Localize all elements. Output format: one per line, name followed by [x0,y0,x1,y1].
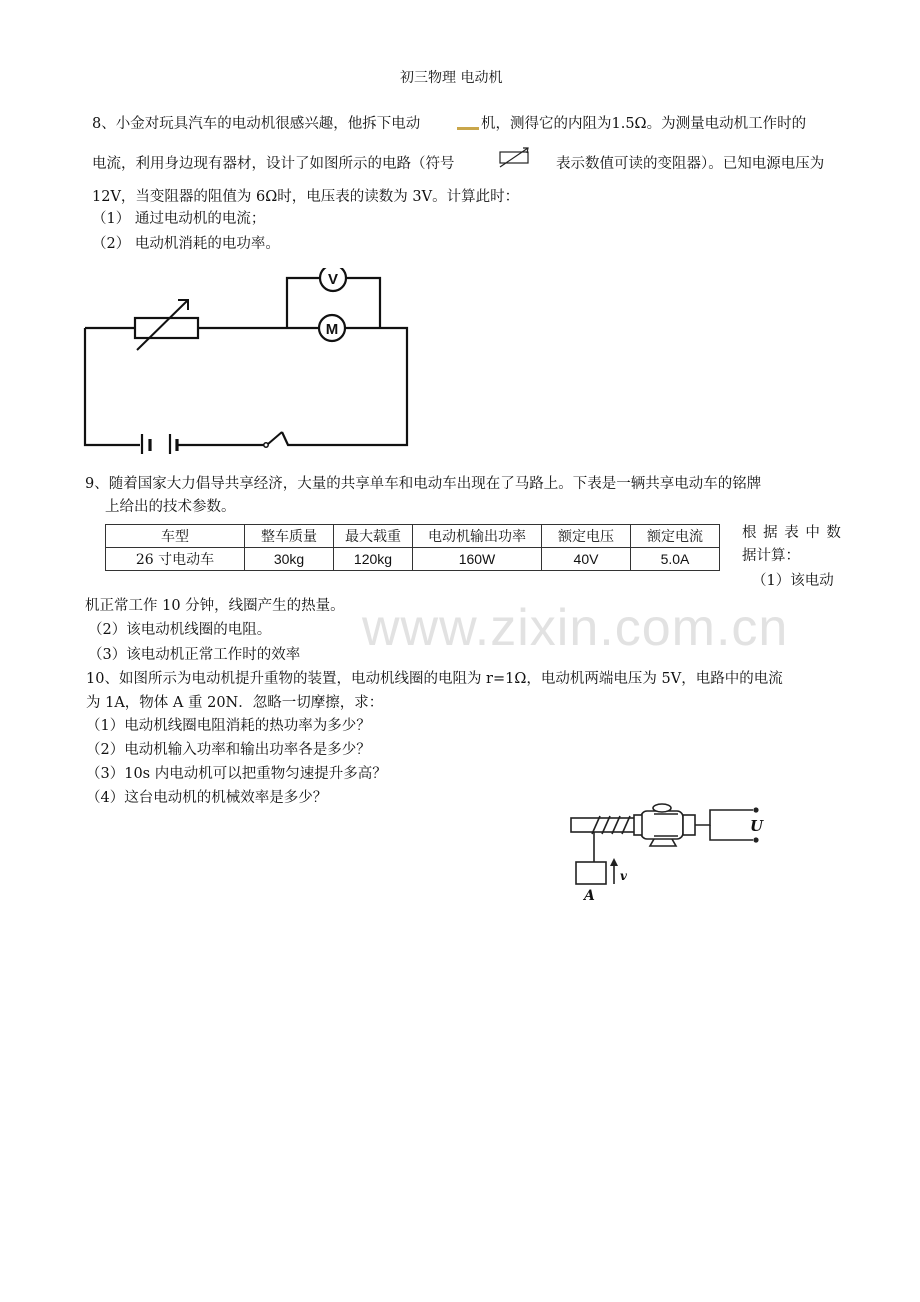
table-header: 电动机输出功率 [413,525,542,548]
voltmeter-label: V [327,271,339,288]
table-cell: 120kg [334,548,413,571]
table-cell: 30kg [245,548,334,571]
table-row [106,548,720,571]
q9-sub3: （3）该电动机正常工作时的效率 [88,647,301,663]
q10-line2: 为 1A，物体 A 重 20N．忽略一切摩擦，求： [86,695,384,711]
q8-sub2: （2） 电动机消耗的电功率。 [92,236,280,252]
q9-line1: 9、随着国家大力倡导共享经济，大量的共享单车和电动车出现在了马路上。下表是一辆共享电动车的铭牌 [85,476,762,492]
table-cell: 40V [542,548,631,571]
object-label: A [584,888,595,904]
table-cell: 5.0A [631,548,720,571]
page-title: 初三物理 电动机 [400,70,503,86]
table-header: 额定电压 [542,525,631,548]
motor-lift-figure [568,800,778,906]
table-header: 整车质量 [245,525,334,548]
q9-line2: 上给出的技术参数。 [105,499,236,515]
q10-sub3: （3）10s 内电动机可以把重物匀速提升多高？ [86,766,387,782]
q10-sub4: （4）这台电动机的机械效率是多少？ [86,790,328,806]
q8-line1a: 8、小金对玩具汽车的电动机很感兴趣，他拆下电动 [92,116,421,132]
motor-label: M [325,321,339,338]
rheostat-symbol-icon [497,146,533,168]
table-header-row [106,525,720,548]
q10-line1: 10、如图所示为电动机提升重物的装置，电动机线圈的电阻为 r=1Ω，电动机两端电压为 5V，电路中的电流 [86,671,783,687]
spec-table [105,524,720,571]
voltage-label: U [750,817,764,835]
q8-line2a: 电流，利用身边现有器材，设计了如图所示的电路（符号 [92,156,455,172]
q9-side3: （1）该电动 [752,573,834,589]
q10-sub1: （1）电动机线圈电阻消耗的热功率为多少？ [86,718,371,734]
q10-sub2: （2）电动机输入功率和输出功率各是多少？ [86,742,371,758]
q9-line-after: 机正常工作 10 分钟，线圈产生的热量。 [85,598,345,614]
q8-line2b: 表示数值可读的变阻器）。已知电源电压为 [556,156,825,172]
q9-side1: 根 据 表 中 数 [742,525,842,541]
blank-mark [457,127,479,130]
q8-sub1: （1） 通过电动机的电流； [92,211,266,227]
q9-side2: 据计算： [742,548,800,564]
velocity-label: v [620,869,627,883]
q8-line1b: 机，测得它的内阻为1.5Ω。为测量电动机工作时的 [481,116,807,132]
table-header: 额定电流 [631,525,720,548]
table-cell: 160W [413,548,542,571]
table-header: 车型 [106,525,245,548]
table-header: 最大载重 [334,525,413,548]
q8-line3: 12V，当变阻器的阻值为 6Ω时，电压表的读数为 3V。计算此时： [92,189,520,205]
circuit-diagram [80,268,420,454]
q9-sub2: （2）该电动机线圈的电阻。 [88,622,272,638]
table-cell: 26 寸电动车 [106,548,245,571]
watermark: www.zixin.com.cn [362,599,789,657]
